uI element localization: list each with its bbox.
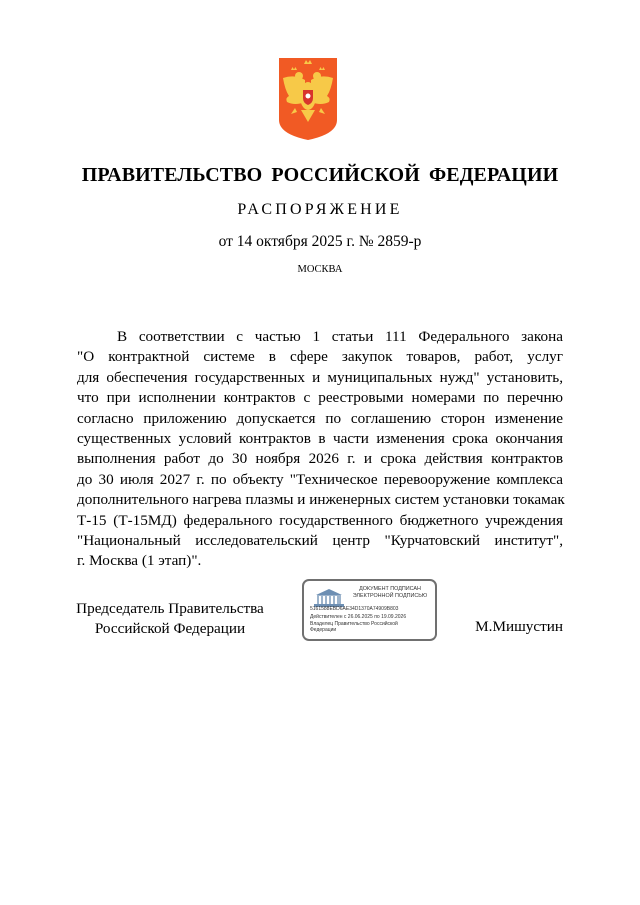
body-line: дополнительного нагрева плазмы и инженерных систем установки токамак	[77, 491, 565, 509]
government-building-icon	[314, 587, 344, 607]
signer-position	[70, 599, 270, 639]
stamp-title	[344, 586, 436, 600]
government-title: ПРАВИТЕЛЬСТВО РОССИЙСКОЙ ФЕДЕРАЦИИ	[81, 164, 559, 186]
body-line: для обеспечения государственных и муниципальных нужд" установить,	[77, 368, 563, 386]
signer-name: М.Мишустин	[475, 618, 563, 635]
certificate-owner: Федерации	[310, 627, 337, 633]
stamp-title-line: ЭЛЕКТРОННОЙ ПОДПИСЬЮ	[352, 593, 428, 599]
body-line: согласно приложению допускается по соглашению сторон изменение	[77, 409, 563, 427]
signer-position-line: Председатель Правительства	[76, 600, 264, 617]
document-city: МОСКВА	[297, 264, 343, 275]
body-line: "Национальный исследовательский центр "Курчатовский институт",	[77, 532, 563, 550]
electronic-signature-stamp	[302, 579, 437, 641]
body-line: В соответствии с частью 1 статьи 111 Федерального закона	[117, 328, 563, 345]
body-line: г. Москва (1 этап)".	[77, 552, 202, 570]
body-line: Т-15 (Т-15МД) федерального государственного бюджетного учреждения	[77, 511, 563, 529]
body-line: выполнения работ до 30 ноября 2026 г. и срока действия контрактов	[77, 450, 563, 468]
body-line: "О контрактной системе в сфере закупок товаров, работ, услуг	[77, 348, 563, 366]
certificate-owner: Владелец Правительство Российской	[310, 621, 398, 627]
coat-of-arms-emblem	[277, 56, 339, 142]
body-line: что при исполнении контрактов с реестровыми номерами по перечню	[77, 389, 563, 407]
order-body	[77, 327, 563, 572]
certificate-serial: 5161588EBD6AE34D1370A74909B803	[310, 606, 399, 612]
stamp-title-line: ДОКУМЕНТ ПОДПИСАН	[359, 586, 421, 592]
body-line: до 30 июля 2027 г. по объекту "Техническое перевооружение комплекса	[77, 470, 563, 488]
signer-position-line: Российской Федерации	[94, 620, 246, 637]
document-type: РАСПОРЯЖЕНИЕ	[237, 201, 403, 218]
document-date-number: от 14 октября 2025 г. № 2859-р	[218, 233, 422, 250]
double-headed-eagle-icon	[277, 56, 339, 142]
certificate-validity: Действителен с 26.06.2025 по 19.09.2026	[310, 614, 407, 620]
body-line: существенных условий контрактов в части изменения срока окончания	[77, 430, 563, 448]
